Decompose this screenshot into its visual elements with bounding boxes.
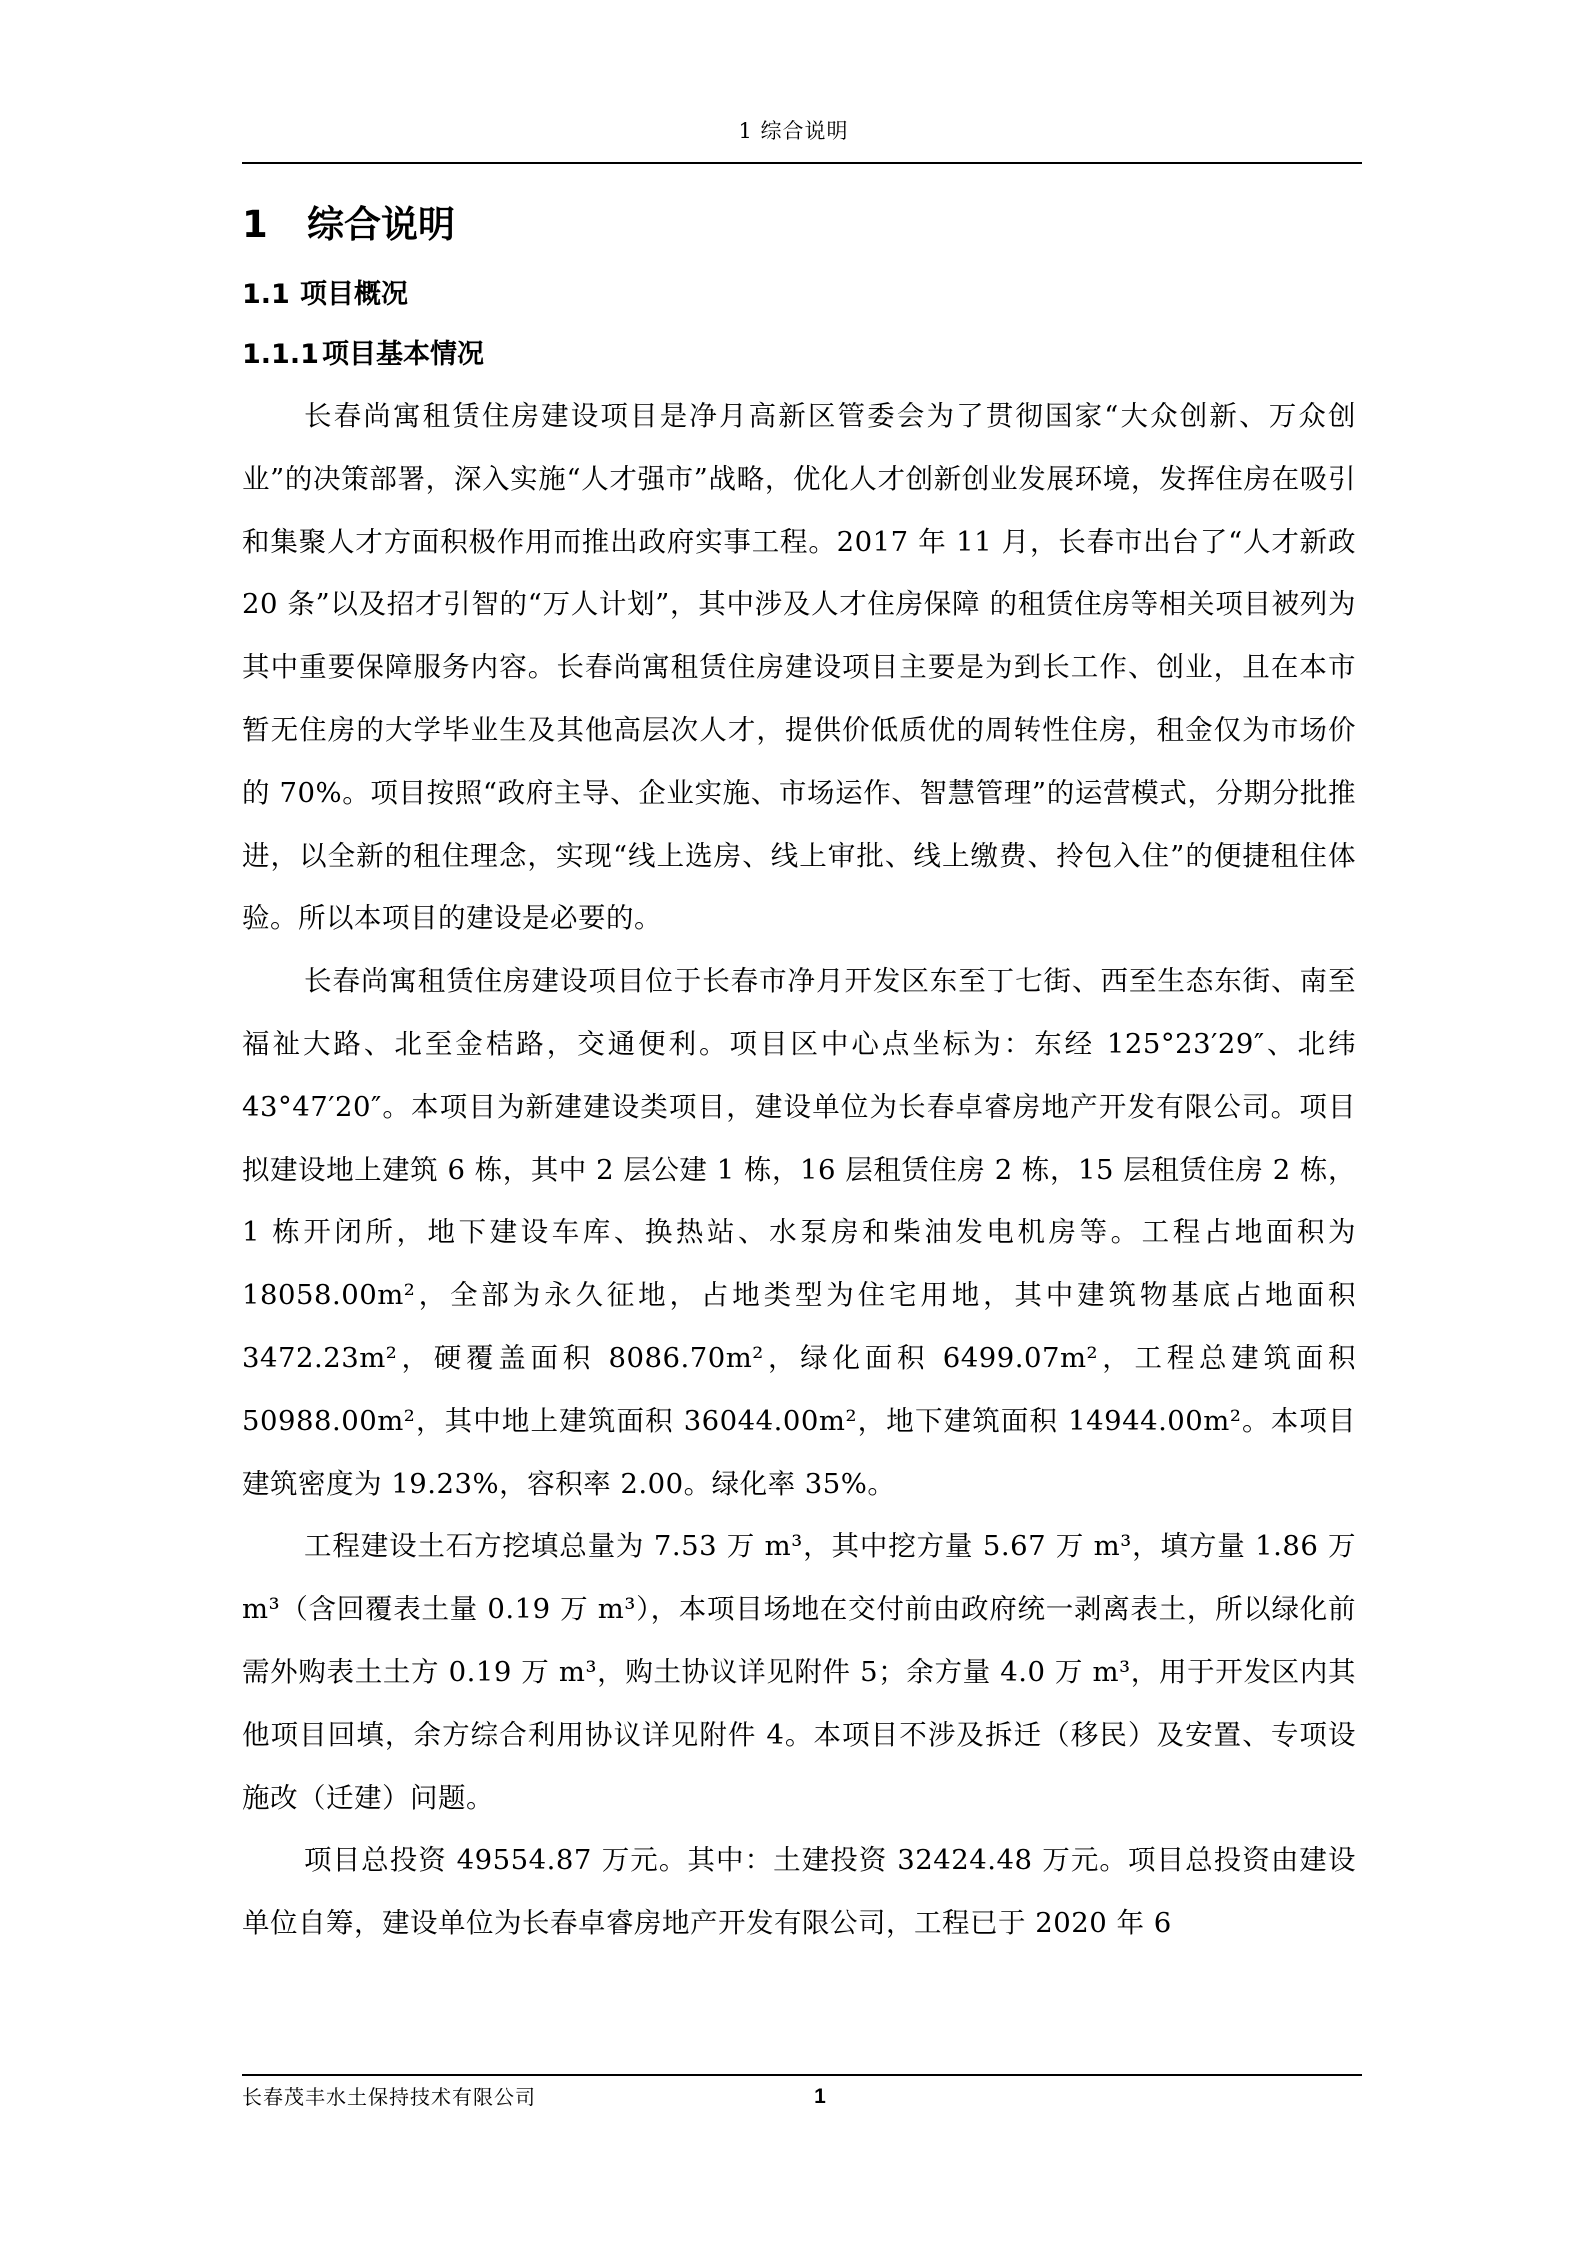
section-number: 1.1 — [242, 279, 290, 310]
chapter-title: 综合说明 — [307, 203, 455, 246]
section-title: 项目概况 — [300, 279, 408, 310]
paragraph-investment: 项目总投资 49554.87 万元。其中：土建投资 32424.48 万元。项目总投资由建设单位自筹，建设单位为长春卓睿房地产开发有限公司，工程已于 2020 年 6 — [242, 1844, 1356, 1940]
subsection-heading — [242, 325, 1356, 385]
header-rule — [242, 162, 1362, 164]
footer-company: 长春茂丰水土保持技术有限公司 — [242, 2085, 536, 2109]
footer-rule — [242, 2074, 1362, 2076]
chapter-heading — [242, 190, 1356, 260]
subsection-title: 项目基本情况 — [322, 339, 484, 370]
running-header: 1 综合说明 — [738, 119, 849, 143]
page-body — [242, 190, 1356, 1955]
paragraph-location-scale: 长春尚寓租赁住房建设项目位于长春市净月开发区东至丁七街、西至生态东街、南至福祉大路、北至金桔路，交通便利。项目区中心点坐标为：东经 125°23′29″、北纬 43°47′20″。本项目为新建建设类项目，建设单位为长春卓睿房地产开发有限公司。项目拟建设地上建筑 6 栋，其中 2 层公建 1 栋，16 层租赁住房 2 栋，15 层租赁住房 2 栋，1 栋开闭所，地下建设车库、换热站、水泵房和柴油发电机房等。工程占地面积为 18058.00m²，全部为永久征地，占地类型为住宅用地，其中建筑物基底占地面积 3472.23m²，硬覆盖面积 8086.70m²，绿化面积 6499.07m²，工程总建筑面积 50988.00m²，其中地上建筑面积 36044.00m²，地下建筑面积 14944.00m²。本项目建筑密度为 19.23%，容积率 2.00。绿化率 35%。 — [242, 965, 1356, 1500]
paragraph-background: 长春尚寓租赁住房建设项目是净月高新区管委会为了贯彻国家“大众创新、万众创业”的决策部署，深入实施“人才强市”战略，优化人才创新创业发展环境，发挥住房在吸引和集聚人才方面积极作用而推出政府实事工程。2017 年 11 月，长春市出台了“人才新政 20 条”以及招才引智的“万人计划”，其中涉及人才住房保障 的租赁住房等相关项目被列为其中重要保障服务内容。长春尚寓租赁住房建设项目主要是为到长工作、创业，且在本市暂无住房的大学毕业生及其他高层次人才，提供价低质优的周转性住房，租金仅为市场价的 70%。项目按照“政府主导、企业实施、市场运作、智慧管理”的运营模式，分期分批推进，以全新的租住理念，实现“线上选房、线上审批、线上缴费、拎包入住”的便捷租住体验。所以本项目的建设是必要的。 — [242, 400, 1356, 935]
page-number: 1 — [814, 2085, 826, 2108]
chapter-number: 1 — [242, 203, 268, 246]
paragraph-earthwork: 工程建设土石方挖填总量为 7.53 万 m³，其中挖方量 5.67 万 m³，填方量 1.86 万 m³（含回覆表土量 0.19 万 m³），本项目场地在交付前由政府统一剥离表土，所以绿化前需外购表土土方 0.19 万 m³，购土协议详见附件 5；余方量 4.0 万 m³，用于开发区内其他项目回填，余方综合利用协议详见附件 4。本项目不涉及拆迁（移民）及安置、专项设施改（迁建）问题。 — [242, 1530, 1356, 1814]
section-heading — [242, 265, 1356, 325]
subsection-number: 1.1.1 — [242, 339, 319, 370]
